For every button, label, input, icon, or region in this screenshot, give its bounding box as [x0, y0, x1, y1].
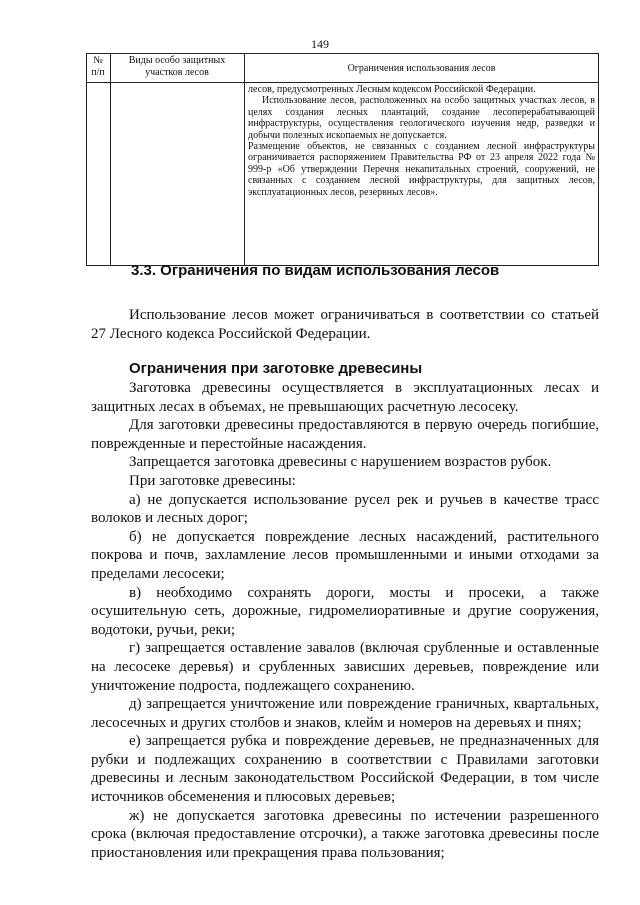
table-header-area-types: [110, 55, 244, 78]
table-header-number: [86, 55, 110, 78]
table-header-number-text: № п/п: [91, 55, 105, 78]
table-cell-paragraph: Размещение объектов, не связанных с созданием лесной инфраструктуры ограничивается распоряжением Правительства РФ от 23 апреля 2022 года № 999-р «Об утверждении Перечня некапитальных строений, сооружений, не связанных с созданием лесной инфраструктуры, для защитных лесов, эксплуатационных лесов, резервных лесов».: [248, 141, 595, 198]
list-item: д) запрещается уничтожение или повреждение граничных, квартальных, лесосечных и других столбов и знаков, клейм и номеров на деревьях и пнях;: [91, 696, 599, 731]
restrictions-table: [86, 53, 599, 266]
paragraph: При заготовке древесины:: [129, 472, 296, 489]
table-border-left: [86, 53, 87, 266]
table-column-divider: [244, 53, 245, 266]
body-text: [91, 379, 599, 862]
section-title: 3.3. Ограничения по видам использования лесов: [131, 262, 500, 279]
table-header-restrictions: [244, 63, 599, 75]
table-header-restrictions-text: Ограничения использования лесов: [347, 63, 496, 74]
table-cell-paragraph: лесов, предусмотренных Лесным кодексом Российской Федерации.: [248, 84, 536, 95]
table-border-right: [598, 53, 599, 266]
list-item: г) запрещается оставление завалов (включая срубленные и оставленные на лесосеке деревья) и срубленных зависших деревьев, повреждение или уничтожение подроста, подлежащего сохранению.: [91, 640, 599, 694]
paragraph: Заготовка древесины осуществляется в эксплуатационных лесах и защитных лесах в объемах, не превышающих расчетную лесосеку.: [91, 380, 599, 415]
page-number: 149: [311, 37, 329, 51]
paragraph: Для заготовки древесины предоставляются в первую очередь погибшие, поврежденные и перестойные насаждения.: [91, 417, 599, 452]
table-column-divider: [110, 53, 111, 266]
paragraph: Запрещается заготовка древесины с нарушением возрастов рубок.: [129, 454, 552, 471]
list-item: в) необходимо сохранять дороги, мосты и просеки, а также осушительную сеть, дорожные, гидромелиоративные и другие сооружения, водотоки, ручьи, реки;: [91, 584, 599, 638]
list-item: б) не допускается повреждение лесных насаждений, растительного покрова и почв, захламление лесов промышленными и иными отходами за пределами лесосеки;: [91, 528, 599, 582]
table-header-area-types-text: Виды особо защитных участков лесов: [128, 55, 226, 78]
list-item: а) не допускается использование русел рек и ручьев в качестве трасс волоков и лесных дорог;: [91, 491, 599, 527]
table-header-divider: [86, 82, 599, 83]
list-item: е) запрещается рубка и повреждение деревьев, не предназначенных для рубки и подлежащих сохранению в соответствии с Правилами заготовки древесины и лесным законодательством Российской Федерации, в том числе источников обсеменения и плюсовых деревьев;: [91, 733, 599, 806]
subheading: Ограничения при заготовке древесины: [129, 360, 423, 377]
list-item: ж) не допускается заготовка древесины по истечении разрешенного срока (включая предоставление отсрочки), а также заготовка древесины после приостановления или прекращения права пользования;: [91, 807, 599, 861]
table-cell-paragraph: Использование лесов, расположенных на особо защитных участках лесов, в целях создания лесных плантаций, создание лесоперерабатывающей инфраструктуры, осуществления геологического изучения недр, разведки и добычи полезных ископаемых не допускается.: [248, 95, 595, 141]
table-border-top: [86, 53, 599, 54]
intro-paragraph: Использование лесов может ограничиваться в соответствии со статьей 27 Лесного кодекса Российской Федерации.: [91, 307, 599, 342]
table-cell-restrictions: [248, 84, 595, 198]
intro-block: [91, 306, 599, 343]
